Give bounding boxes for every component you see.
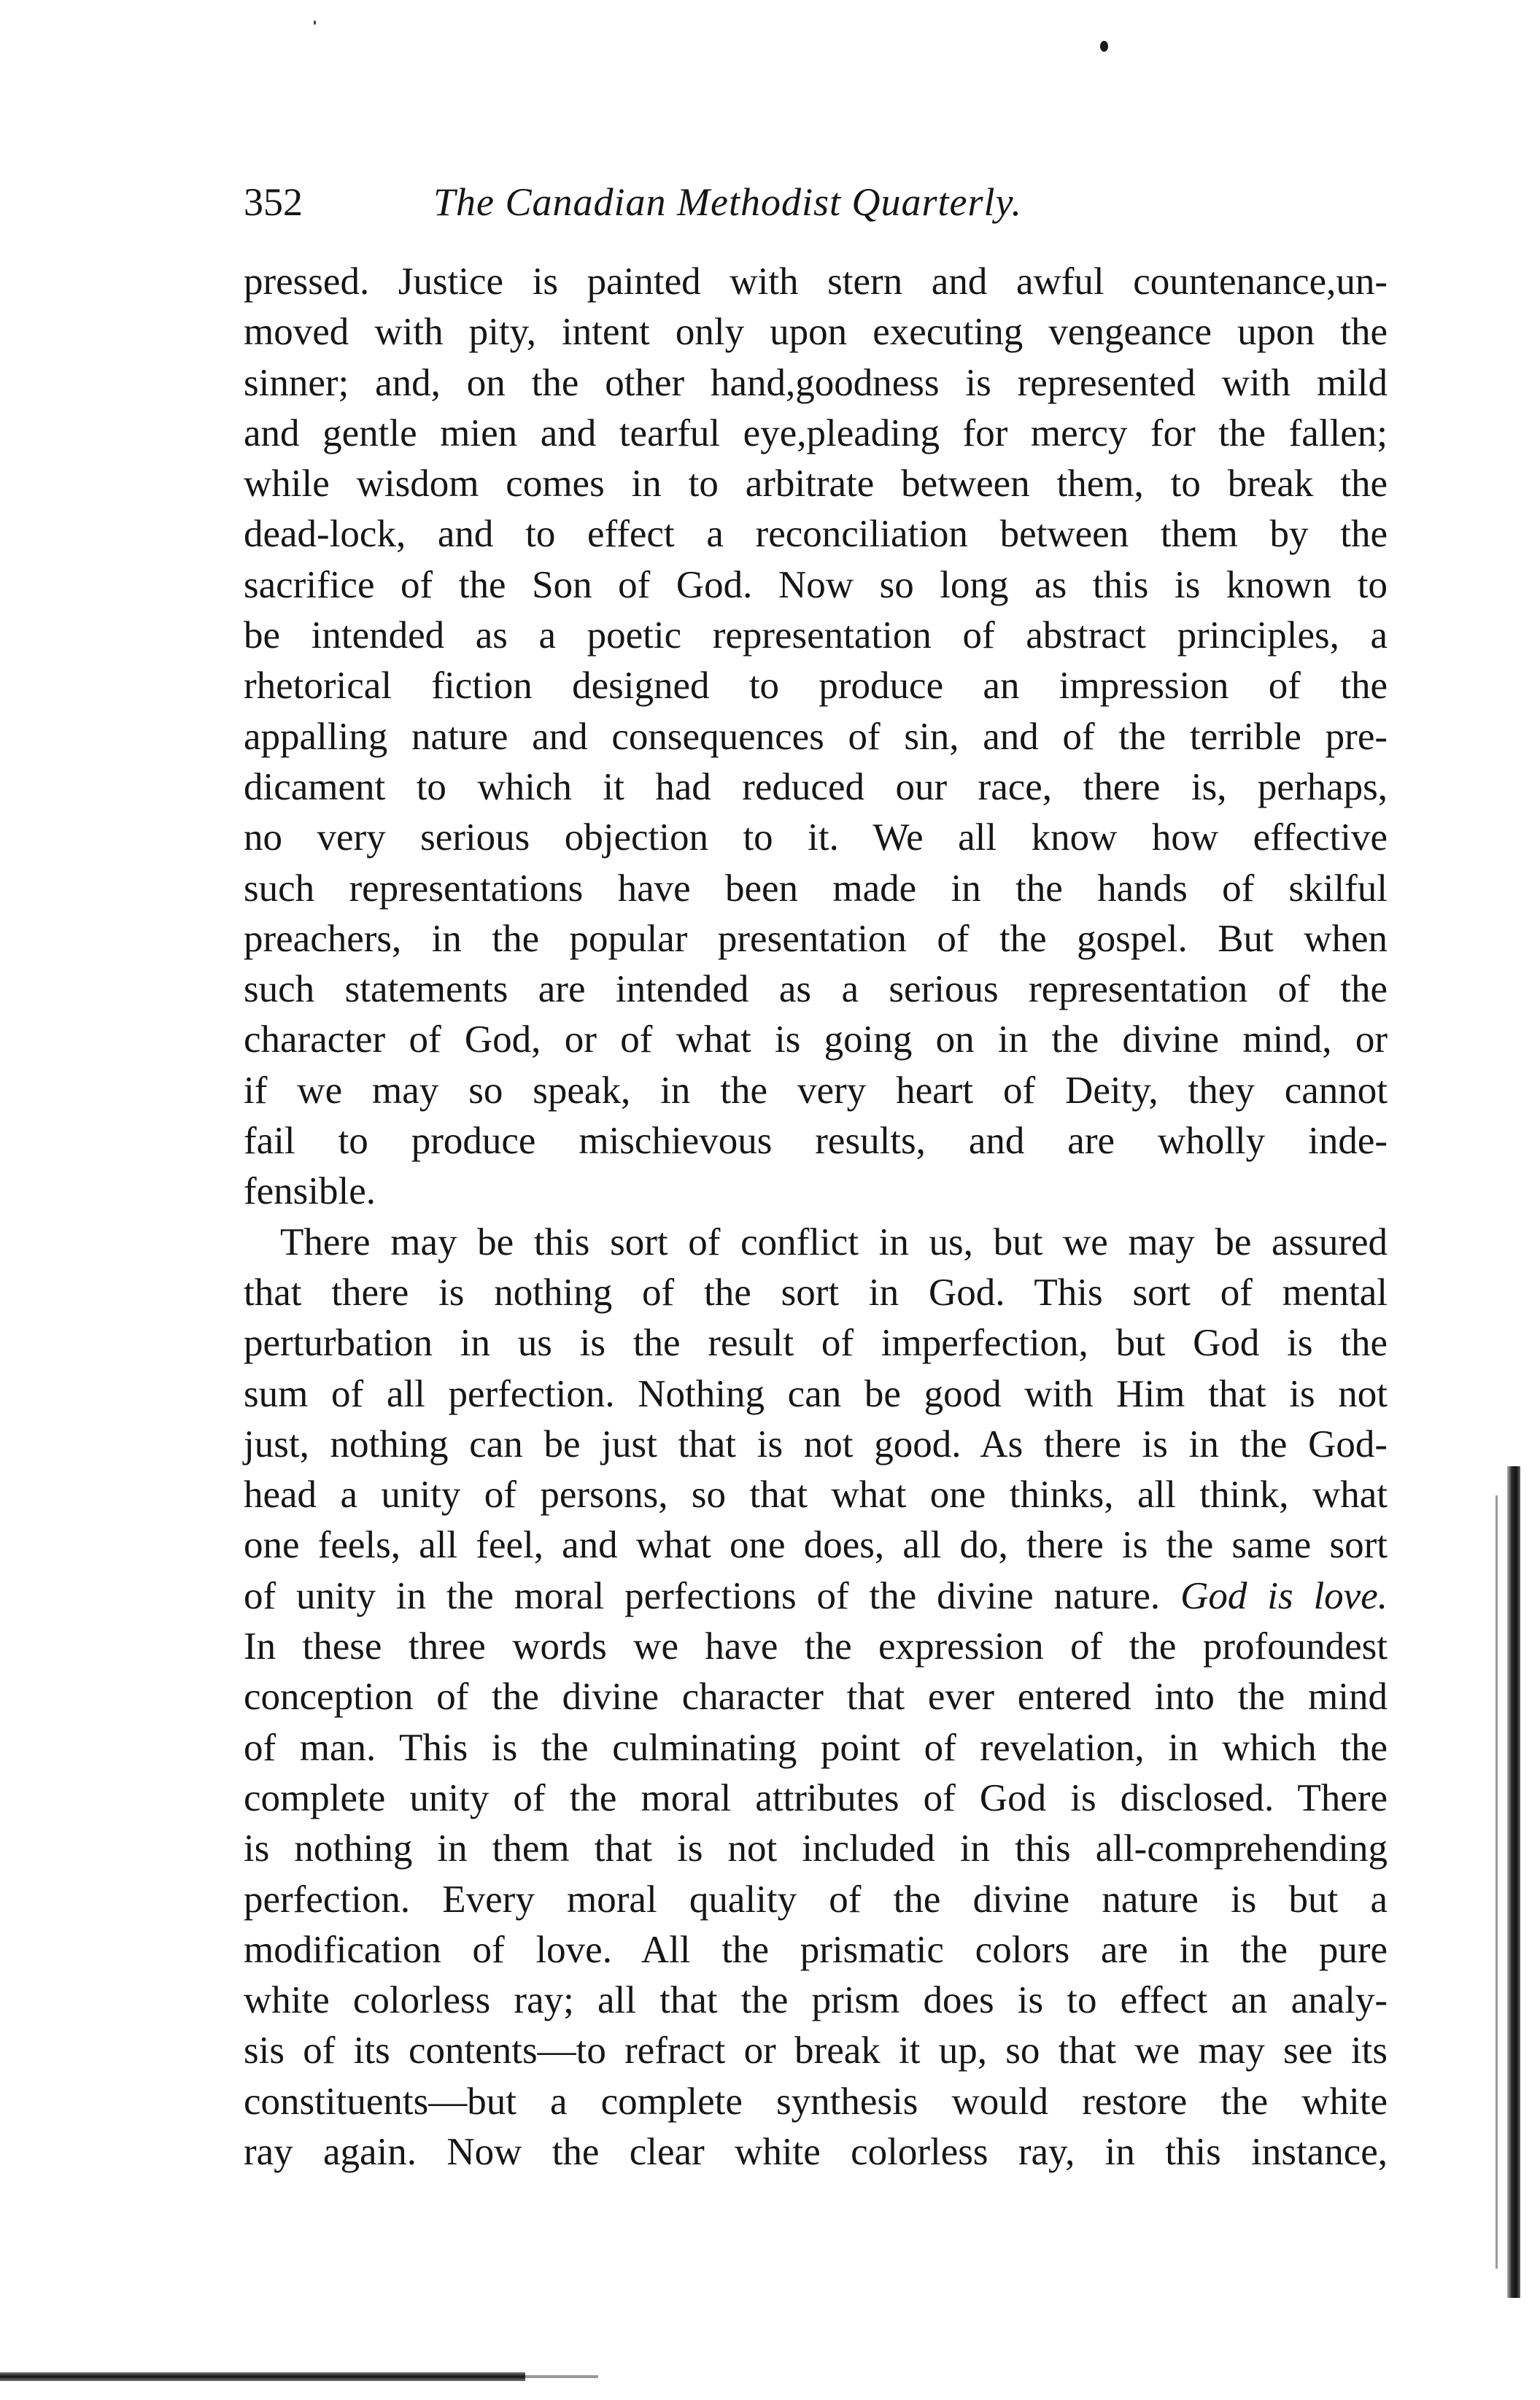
text-line: one feels, all feel, and what one does, all do, there is the same sort [244,1524,1388,1567]
emphasis-god-is-love: God is love. [1180,1574,1388,1617]
page-header [244,169,1382,235]
text-line: dicament to which it had reduced our race, there is, perhaps, [244,765,1388,808]
text-line: and gentle mien and tearful eye,pleading for mercy for the fallen; [244,411,1388,454]
text-line: dead-lock, and to effect a reconciliation between them by the [244,513,1388,556]
text-line: fensible. [244,1170,376,1213]
scan-speck [314,20,316,25]
text-line: complete unity of the moral attributes of God is disclosed. There [244,1776,1388,1819]
text-segment: of unity in the moral perfections of the divine nature. [244,1574,1161,1617]
text-line: modification of love. All the prismatic colors are in the pure [244,1928,1388,1971]
text-line: perturbation in us is the result of imperfection, but God is the [244,1322,1388,1365]
text-line: sum of all perfection. Nothing can be good with Him that is not [244,1372,1388,1415]
text-line: sacrifice of the Son of God. Now so long as this is known to [244,563,1388,606]
page-number: 352 [244,180,303,224]
text-line: no very serious objection to it. We all know how effective [244,816,1388,859]
text-line: ray again. Now the clear white colorless ray, in this instance, [244,2130,1388,2173]
text-line: preachers, in the popular presentation of the gospel. But when [244,917,1388,960]
text-line: sinner; and, on the other hand,goodness is represented with mild [244,361,1388,404]
paragraph-1 [244,257,1388,1218]
text-line: appalling nature and consequences of sin, and of the terrible pre- [244,715,1388,758]
text-line-with-emphasis [244,1571,1388,1622]
scan-bottom-shadow [0,2372,525,2381]
text-line: be intended as a poetic representation of abstract principles, a [244,614,1388,657]
text-line: such statements are intended as a serious representation of the [244,968,1388,1011]
text-line: conception of the divine character that ever entered into the mind [244,1676,1388,1719]
text-line: that there is nothing of the sort in God. This sort of mental [244,1271,1388,1314]
text-line: perfection. Every moral quality of the divine nature is but a [244,1878,1388,1921]
text-line: if we may so speak, in the very heart of Deity, they cannot [244,1069,1388,1112]
text-line: sis of its contents—to refract or break it up, so that we may see its [244,2029,1388,2072]
text-line: is nothing in them that is not included in this all-comprehending [244,1827,1388,1870]
body-text [244,257,1388,2178]
scan-bottom-shadow-tail [525,2375,598,2378]
text-line: There may be this sort of conflict in us, but we may be assured [280,1220,1388,1263]
text-line: character of God, or of what is going on in the divine mind, or [244,1018,1388,1061]
paragraph-2 [244,1218,1388,2178]
scan-dot [1100,41,1108,52]
text-line: fail to produce mischievous results, and are wholly inde- [244,1120,1388,1163]
scan-edge-line [1495,1495,1498,2269]
text-line: while wisdom comes in to arbitrate between them, to break the [244,462,1388,506]
text-line: In these three words we have the expression of the profoundest [244,1625,1388,1668]
text-line: constituents—but a complete synthesis would restore the white [244,2080,1388,2123]
text-line: pressed. Justice is painted with stern and awful countenance,un- [244,260,1388,303]
scan-edge-shadow [1507,1466,1520,2298]
text-line: of man. This is the culminating point of revelation, in which the [244,1726,1388,1769]
text-line: just, nothing can be just that is not good. As there is in the God- [244,1422,1388,1466]
text-line: rhetorical fiction designed to produce an impression of the [244,665,1388,708]
text-line: such representations have been made in the hands of skilful [244,867,1388,910]
text-line: white colorless ray; all that the prism does is to effect an analy- [244,1979,1388,2022]
text-line: head a unity of persons, so that what one thinks, all think, what [244,1474,1388,1517]
running-head: The Canadian Methodist Quarterly. [433,180,1022,224]
text-line: moved with pity, intent only upon executing vengeance upon the [244,311,1388,354]
